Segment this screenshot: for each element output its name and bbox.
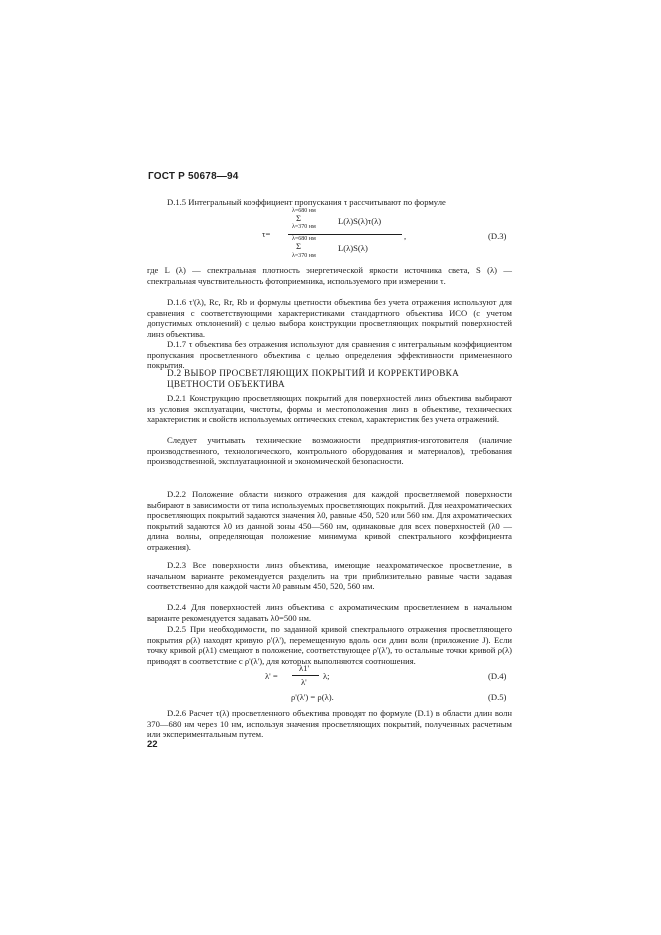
- paragraph-d24: D.2.4 Для поверхностей линз объектива с ахроматическим просветлением в начальном варианте рекомендуется задавать λ0=500 нм.: [147, 602, 512, 623]
- eq-d5-expr: ρ'(λ') = ρ(λ).: [291, 692, 334, 702]
- paragraph-d22: D.2.2 Положение области низкого отражения для каждой просветляемой поверхности выбирают в зависимости от типа используемых просветляющих покрытий. Для неахроматических просветляющих покрытий задаются значения λ0, равные 450, 520 или 560 нм. Для ахроматических покрытий задаются λ0 из данной зоны 450—560 нм, одинаковые для всех поверхностей (λ0 — длина волны, определяющая положение минимума кривой спектрального коэффициента отражения).: [147, 489, 512, 552]
- paragraph-d15: D.1.5 Интегральный коэффициент пропускания τ рассчитывают по формуле: [167, 197, 446, 207]
- paragraph-d16: D.1.6 τ'(λ), Rc, Rr, Rb и формулы цветности объектива без учета отражения используют для сравнения с соответствующими характеристиками стандартного объектива ИСО (с учетом допустимых отклонений) с целью выбора конструкции просветляющих покрытий поверхностей линз объектива.: [147, 297, 512, 339]
- section-heading-d2: D.2 ВЫБОР ПРОСВЕТЛЯЮЩИХ ПОКРЫТИЙ И КОРРЕКТИРОВКА ЦВЕТНОСТИ ОБЪЕКТИВА: [167, 368, 459, 389]
- paragraph-d17: D.1.7 τ объектива без отражения используют для сравнения с интегральным коэффициентом пропускания просветленного объектива с целью определения эффективности примененного покрытия.: [147, 339, 512, 371]
- eq-d4-fraction-line: [292, 675, 319, 676]
- paragraph-where: где L (λ) — спектральная плотность энергетической яркости источника света, S (λ) — спектральная чувствительность фотоприемника, используемого при измерении τ.: [147, 265, 512, 286]
- eq-d4-lhs: λ' =: [265, 671, 278, 681]
- eq-d3-num-expr: L(λ)S(λ)τ(λ): [338, 216, 382, 226]
- paragraph-d25: D.2.5 При необходимости, по заданной кривой спектрального отражения просветляющего покрытия ρ(λ) находят кривую ρ'(λ'), перемещенную вдоль оси длин волн (приложение J). Если точку кривой ρ(λ1) смещают в положение, соответствующее ρ'(λ'), то остальные точки кривой ρ(λ) приводят в соответствие с ρ'(λ'), для которых выполняются соотношения.: [147, 624, 512, 666]
- page-header: ГОСТ Р 50678—94: [148, 171, 239, 182]
- eq-d3-num-upper: λ=680 нм: [292, 208, 316, 214]
- eq-d4-den: λ': [301, 677, 307, 687]
- eq-d3-lhs: τ=: [262, 229, 271, 239]
- eq-d4-num: λ1': [299, 663, 310, 673]
- eq-d3-comma: ,: [404, 231, 407, 241]
- eq-d3-num-lower: λ=370 нм: [292, 224, 316, 230]
- eq-d3-den-lower: λ=370 нм: [292, 253, 316, 259]
- page-number: 22: [147, 739, 158, 750]
- eq-d4-label: (D.4): [488, 671, 507, 681]
- eq-d4-rhs: λ;: [323, 671, 330, 681]
- paragraph-d21: D.2.1 Конструкцию просветляющих покрытий для поверхностей линз объектива выбирают из условия эксплуатации, чистоты, формы и местоположения линз в объективе, технических характеристик и свойств используемых оптических стекол, характеристик без учета отражений.: [147, 393, 512, 425]
- eq-d3-den-upper: λ=680 нм: [292, 236, 316, 242]
- eq-d3-fraction-line: [288, 234, 402, 235]
- eq-d3-num-sigma: Σ: [296, 213, 302, 223]
- eq-d3-label: (D.3): [488, 231, 507, 241]
- eq-d3-den-expr: L(λ)S(λ): [338, 243, 368, 253]
- eq-d5-label: (D.5): [488, 692, 507, 702]
- eq-d3-den-sigma: Σ: [296, 241, 302, 251]
- paragraph-d26: D.2.6 Расчет τ(λ) просветленного объектива проводят по формуле (D.1) в области длин волн 370—680 нм через 10 нм, используя значения просветляющих покрытий, полученных расчетным или экспериментальным путем.: [147, 708, 512, 740]
- paragraph-d23: D.2.3 Все поверхности линз объектива, имеющие неахроматическое просветление, в начальном варианте рекомендуется разделить на три приблизительно равные части задавая соответственно для каждой части λ0 равным 450, 520, 560 нм.: [147, 560, 512, 592]
- paragraph-consider: Следует учитывать технические возможности предприятия-изготовителя (наличие производственного, технологического, контрольного оборудования и материалов), требования производственной, эксплуатационной и экономической безопасности.: [147, 435, 512, 467]
